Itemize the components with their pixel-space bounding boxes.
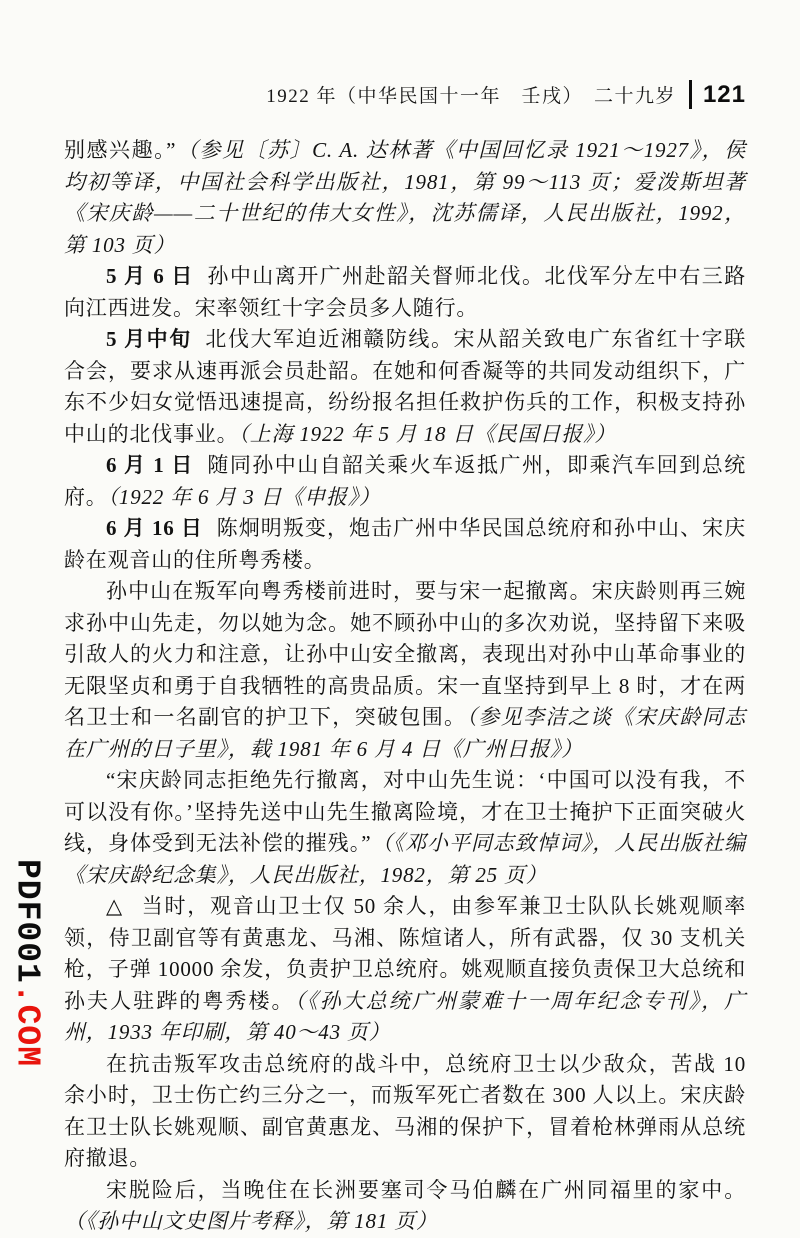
entry-text: 陈炯明叛变，炮击广州中华民国总统府和孙中山、宋庆龄在观音山的住所粤秀楼。 [64,516,746,572]
entry-citation: （《孙大总统广州蒙难十一周年纪念专刊》，广州，1933 年印刷，第 40～43 页） [64,988,746,1044]
watermark [9,859,46,1067]
paragraph-7 [64,765,746,891]
entry-citation: （参见李洁之谈《宋庆龄同志在广州的日子里》，载 1981 年 6 月 4 日《广州日报》） [64,705,746,761]
entry-date: 5 月中旬 [106,327,192,351]
entry-text: 北伐大军迫近湘赣防线。宋从韶关致电广东省红十字联合会，要求从速再派会员赴韶。在她和何香凝等的共同发动组织下，广东不少妇女觉悟迅速提高，纷纷报名担任救护伤兵的工作，积极支持孙中山的北伐事业。 [64,327,747,446]
entry-date: 6 月 16 日 [106,516,203,540]
item-marker-triangle: △ [106,894,124,918]
paragraph-6 [64,576,746,765]
entry-citation: （1922 年 6 月 3 日《申报》） [107,484,381,509]
page-number: 121 [702,80,746,108]
paragraph-8 [64,891,746,1049]
page-body [64,135,746,1238]
entry-text: 孙中山在叛军向粤秀楼前进时，要与宋一起撤离。宋庆龄则再三婉求孙中山先走，勿以她为念。她不顾孙中山的多次劝说，坚持留下来吸引敌人的火力和注意，让孙中山安全撤离，表现出对孙中山革命事业的无限坚贞和勇于自我牺牲的高贵品质。宋一直坚持到早上 8 时，才在两名卫士和一名副官的护卫下，突破包围。 [64,579,746,729]
entry-text: 宋脱险后，当晚住在长洲要塞司令马伯麟在广州同福里的家中。 [106,1177,746,1202]
watermark-tld: .COM [8,983,46,1068]
entry-citation: （参见〔苏〕C. A. 达林著《中国回忆录 1921～1927》，侯均初等译，中国社会科学出版社，1981，第 99～113 页；爱泼斯坦著《宋庆龄——二十世纪的伟大女性》，沈苏儒译，人民出版社，1992，第 103 页） [64,138,747,257]
header-divider [689,80,692,109]
entry-text: “宋庆龄同志拒绝先行撤离，对中山先生说：‘中国可以没有我，不可以没有你。’坚持先送中山先生撤离险境，才在卫士掩护下正面突破火线，身体受到无法补偿的摧残。” [64,768,746,855]
entry-citation: （《邓小平同志致悼词》，人民出版社编《宋庆龄纪念集》，人民出版社，1982，第 25 页） [64,831,746,887]
paragraph-3 [64,324,746,450]
entry-text: 随同孙中山自韶关乘火车返抵广州，即乘汽车回到总统府。 [64,453,746,509]
entry-citation: （《孙中山文史图片考释》，第 181 页） [64,1209,438,1233]
paragraph-1 [64,135,746,261]
watermark-name: PDF001 [8,858,46,984]
paragraph-5 [64,513,746,576]
entry-text: 当时，观音山卫士仅 50 余人，由参军兼卫士队队长姚观顺率领，侍卫副官等有黄惠龙、马湘、陈煊诸人，所有武器，仅 30 支机关枪，子弹 10000 余发，负责护卫总统府。姚观顺直接负责保卫大总统和孙夫人驻跸的粤秀楼。 [64,894,747,1013]
paragraph-4 [64,450,746,513]
chapter-heading: 1922 年（中华民国十一年 壬戌） 二十九岁 [266,86,676,107]
paragraph-9 [64,1049,746,1175]
paragraph-2 [64,261,746,324]
entry-date: 5 月 6 日 [106,264,194,288]
entry-text: 孙中山离开广州赴韶关督师北伐。北伐军分左中右三路向江西进发。宋率领红十字会员多人随行。 [64,264,746,320]
entry-citation: （上海 1922 年 5 月 18 日《民国日报》） [238,421,617,446]
entry-text: 别感兴趣。” [64,138,177,162]
page-header [64,80,746,109]
entry-text: 在抗击叛军攻击总统府的战斗中，总统府卫士以少敌众，苦战 10 余小时，卫士伤亡约三分之一，而叛军死亡者数在 300 人以上。宋庆龄在卫士队长姚观顺、副官黄惠龙、马湘的保护下，冒着枪林弹雨从总统府撤退。 [64,1051,746,1170]
paragraph-10 [64,1175,746,1238]
entry-date: 6 月 1 日 [106,453,194,477]
